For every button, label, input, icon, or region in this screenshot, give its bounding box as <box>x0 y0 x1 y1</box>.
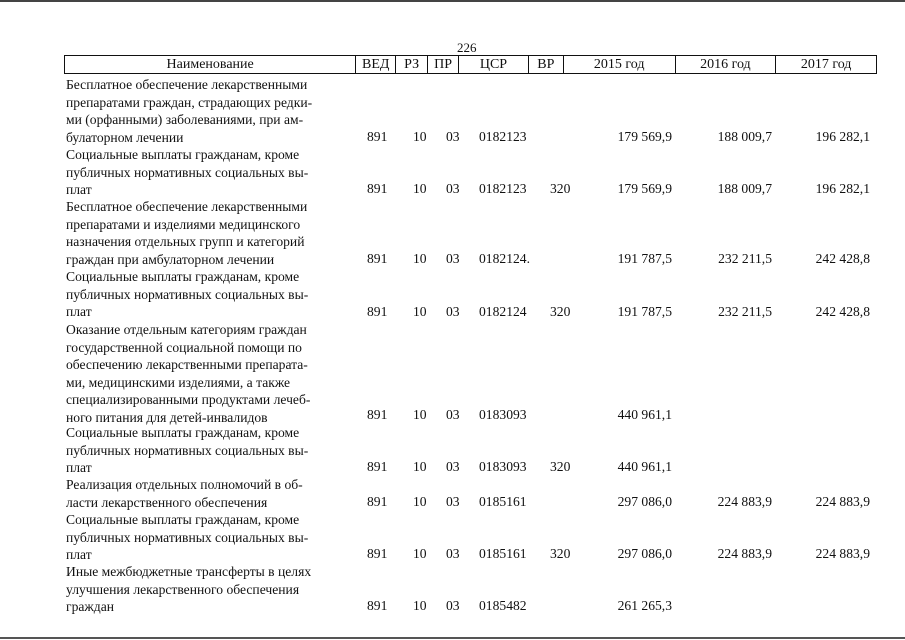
row-name-line: плат <box>66 547 92 562</box>
cell-y2017: 196 282,1 <box>815 181 870 196</box>
cell-vr: 320 <box>550 304 571 319</box>
cell-y2015: 297 086,0 <box>617 546 672 561</box>
cell-rz: 10 <box>413 181 427 196</box>
row-name-line: Социальные выплаты гражданам, кроме <box>66 425 300 440</box>
row-name <box>66 268 356 321</box>
row-name-line: ми, медицинскими изделиями, а также <box>66 374 291 390</box>
table-row <box>66 76 877 146</box>
cell-rz: 10 <box>413 251 427 266</box>
table-row <box>66 198 877 268</box>
cell-ved: 891 <box>367 304 388 319</box>
row-name <box>66 424 356 477</box>
bottom-edge-line <box>0 637 905 639</box>
row-name <box>66 321 356 426</box>
table-row <box>66 511 877 563</box>
cell-y2015: 179 569,9 <box>617 181 672 196</box>
header-name: Наименование <box>65 56 356 73</box>
header-pr: ПР <box>428 56 459 73</box>
row-name <box>66 563 356 616</box>
row-name-line: публичных нормативных социальных вы- <box>66 529 309 545</box>
table-row <box>66 146 877 198</box>
cell-rz: 10 <box>413 494 427 509</box>
cell-ved: 891 <box>367 251 388 266</box>
table-header <box>64 55 877 74</box>
header-2017: 2017 год <box>800 57 852 72</box>
row-name-line: ного питания для детей-инвалидов <box>66 409 268 425</box>
cell-rz: 10 <box>413 129 427 144</box>
cell-y2016: 224 883,9 <box>717 546 772 561</box>
cell-y2016: 224 883,9 <box>717 494 772 509</box>
header-2015: 2015 год <box>564 56 676 73</box>
cell-rz: 10 <box>413 407 427 422</box>
table-row <box>66 321 877 424</box>
row-name-line: Социальные выплаты гражданам, кроме <box>66 269 300 284</box>
cell-y2015: 440 961,1 <box>617 407 672 422</box>
cell-y2017: 242 428,8 <box>815 304 870 319</box>
row-name-line: ласти лекарственного обеспечения <box>66 494 268 510</box>
top-edge-line <box>0 0 905 2</box>
row-name-line: публичных нормативных социальных вы- <box>66 286 309 302</box>
row-name-line: плат <box>66 304 92 319</box>
cell-ved: 891 <box>367 459 388 474</box>
cell-csr: 0182124 <box>479 304 527 319</box>
row-name <box>66 76 356 146</box>
row-name-line: булаторном лечении <box>66 129 184 145</box>
row-name-line: ми (орфанными) заболеваниями, при ам- <box>66 112 304 127</box>
cell-rz: 10 <box>413 304 427 319</box>
cell-ved: 891 <box>367 598 388 613</box>
cell-y2015: 191 787,5 <box>617 251 672 266</box>
row-name-line: Социальные выплаты гражданам, кроме <box>66 512 300 527</box>
cell-csr: 0185161 <box>479 494 527 509</box>
row-name-line: улучшения лекарственного обеспечения <box>66 581 300 597</box>
cell-y2016: 188 009,7 <box>717 181 772 196</box>
header-ved: ВЕД <box>356 56 396 73</box>
cell-y2016: 232 211,5 <box>718 251 772 266</box>
cell-vr: 320 <box>550 181 571 196</box>
cell-y2015: 261 265,3 <box>617 598 672 613</box>
cell-pr: 03 <box>446 407 460 422</box>
row-name-line: обеспечению лекарственными препарата- <box>66 357 308 372</box>
row-name <box>66 146 356 199</box>
cell-y2017: 224 883,9 <box>815 546 870 561</box>
cell-vr: 320 <box>550 546 571 561</box>
cell-pr: 03 <box>446 459 460 474</box>
cell-pr: 03 <box>446 181 460 196</box>
table-row <box>66 268 877 321</box>
cell-y2015: 191 787,5 <box>617 304 672 319</box>
row-name-line: плат <box>66 460 92 475</box>
row-name <box>66 198 356 268</box>
row-name-line: препаратами граждан, страдающих редки- <box>66 94 313 110</box>
cell-y2017: 242 428,8 <box>815 251 870 266</box>
cell-y2017: 224 883,9 <box>815 494 870 509</box>
row-name-line: граждан при амбулаторном лечении <box>66 251 275 267</box>
cell-pr: 03 <box>446 304 460 319</box>
cell-csr: 0182123 <box>479 129 527 144</box>
cell-rz: 10 <box>413 546 427 561</box>
row-name-line: Бесплатное обеспечение лекарственными <box>66 77 308 92</box>
cell-csr: 0185482 <box>479 598 527 613</box>
cell-pr: 03 <box>446 251 460 266</box>
row-name <box>66 511 356 564</box>
cell-csr: 0182124. <box>479 251 530 266</box>
row-name <box>66 476 356 511</box>
row-name-line: плат <box>66 182 92 197</box>
row-name-line: Бесплатное обеспечение лекарственными <box>66 199 308 214</box>
cell-csr: 0183093 <box>479 407 527 422</box>
row-name-line: Реализация отдельных полномочий в об- <box>66 477 303 492</box>
row-name-line: Иные межбюджетные трансферты в целях <box>66 564 312 579</box>
row-name-line: государственной социальной помощи по <box>66 339 302 355</box>
cell-y2015: 440 961,1 <box>617 459 672 474</box>
row-name-line: Оказание отдельным категориям граждан <box>66 322 307 337</box>
cell-rz: 10 <box>413 598 427 613</box>
cell-pr: 03 <box>446 546 460 561</box>
cell-ved: 891 <box>367 494 388 509</box>
table-row <box>66 424 877 476</box>
cell-y2017: 196 282,1 <box>815 129 870 144</box>
cell-csr: 0182123 <box>479 181 527 196</box>
row-name-line: публичных нормативных социальных вы- <box>66 164 309 180</box>
row-name-line: публичных нормативных социальных вы- <box>66 442 309 458</box>
table-row <box>66 476 877 511</box>
row-name-line: препаратами и изделиями медицинского <box>66 216 301 232</box>
page-number: 226 <box>457 40 477 55</box>
row-name-line: специализированными продуктами лечеб- <box>66 392 311 407</box>
cell-y2015: 179 569,9 <box>617 129 672 144</box>
cell-ved: 891 <box>367 129 388 144</box>
header-2016: 2016 год <box>676 56 777 73</box>
cell-ved: 891 <box>367 407 388 422</box>
cell-csr: 0183093 <box>479 459 527 474</box>
cell-rz: 10 <box>413 459 427 474</box>
cell-ved: 891 <box>367 546 388 561</box>
row-name-line: Социальные выплаты гражданам, кроме <box>66 147 300 162</box>
cell-pr: 03 <box>446 494 460 509</box>
cell-ved: 891 <box>367 181 388 196</box>
row-name-line: граждан <box>66 599 115 614</box>
cell-y2016: 188 009,7 <box>717 129 772 144</box>
cell-y2016: 232 211,5 <box>718 304 772 319</box>
table-row <box>66 563 877 615</box>
header-vr: ВР <box>529 56 564 73</box>
cell-vr: 320 <box>550 459 571 474</box>
cell-csr: 0185161 <box>479 546 527 561</box>
cell-pr: 03 <box>446 598 460 613</box>
header-csr: ЦСР <box>459 56 529 73</box>
cell-pr: 03 <box>446 129 460 144</box>
row-name-line: назначения отдельных групп и категорий <box>66 234 305 249</box>
cell-y2015: 297 086,0 <box>617 494 672 509</box>
header-rz: РЗ <box>396 56 428 73</box>
